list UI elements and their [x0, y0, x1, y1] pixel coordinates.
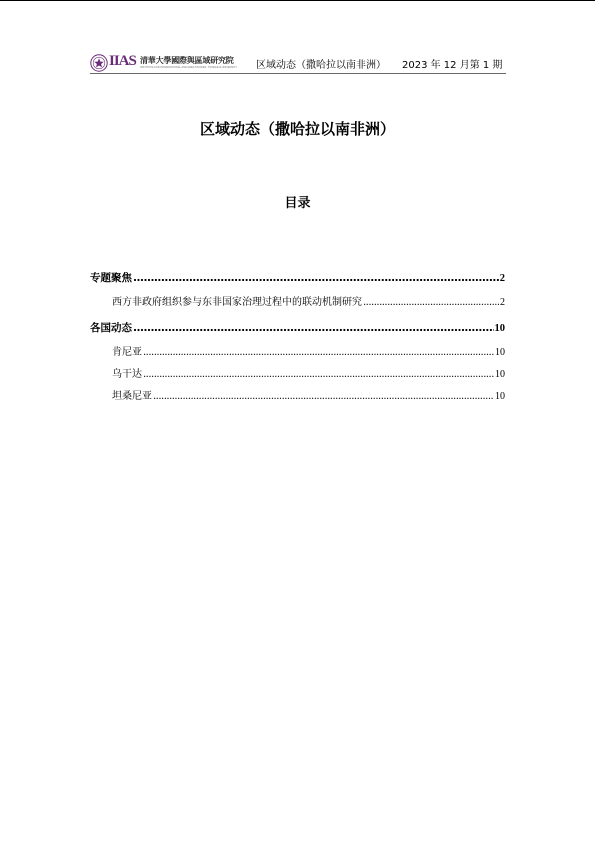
toc-entry-ngo-study[interactable]	[112, 296, 505, 310]
toc-entry-label: 专题聚焦	[90, 272, 132, 284]
page-header	[90, 53, 506, 74]
toc-entry-label: 肯尼亚	[112, 347, 142, 358]
toc-page-number: 2	[500, 297, 505, 308]
logo-abbreviation: IIAS	[109, 53, 136, 69]
toc-page-number: 10	[495, 347, 505, 358]
logo-chinese-name: 清華大學國際與區域研究院	[140, 56, 234, 65]
toc-page-number: 10	[495, 369, 505, 380]
toc-entry-section-focus[interactable]	[90, 271, 505, 285]
toc-leader-dots	[133, 321, 494, 335]
toc-leader-dots	[133, 271, 499, 285]
toc-leader-dots	[363, 296, 499, 310]
toc-entry-uganda[interactable]	[112, 368, 505, 382]
university-seal-icon	[90, 54, 108, 72]
document-title: 区域动态（撒哈拉以南非洲）	[199, 120, 395, 138]
toc-entry-label: 乌干达	[112, 369, 142, 380]
toc-leader-dots	[153, 390, 494, 404]
toc-entry-tanzania[interactable]	[112, 390, 505, 404]
institute-logo	[90, 54, 240, 72]
toc-entry-kenya[interactable]	[112, 346, 505, 360]
toc-entry-section-countries[interactable]	[90, 321, 505, 335]
toc-entry-label: 西方非政府组织参与东非国家治理过程中的联动机制研究	[112, 297, 362, 308]
toc-page-number: 2	[499, 273, 505, 284]
toc-entry-label: 坦桑尼亚	[112, 391, 152, 402]
toc-leader-dots	[143, 346, 494, 360]
header-publication-title: 区域动态（撒哈拉以南非洲）	[256, 60, 386, 71]
toc-heading: 目录	[284, 196, 311, 211]
page-top-border	[0, 0, 595, 1]
header-issue-number: 2023 年 12 月第 1 期	[402, 60, 503, 71]
logo-english-name: INSTITUTE FOR INTERNATIONAL AND AREA STUDIES, TSINGHUA UNIVERSITY	[140, 66, 238, 69]
toc-leader-dots	[143, 368, 494, 382]
toc-entry-label: 各国动态	[90, 322, 132, 334]
toc-page-number: 10	[495, 391, 505, 402]
toc-page-number: 10	[494, 323, 505, 334]
